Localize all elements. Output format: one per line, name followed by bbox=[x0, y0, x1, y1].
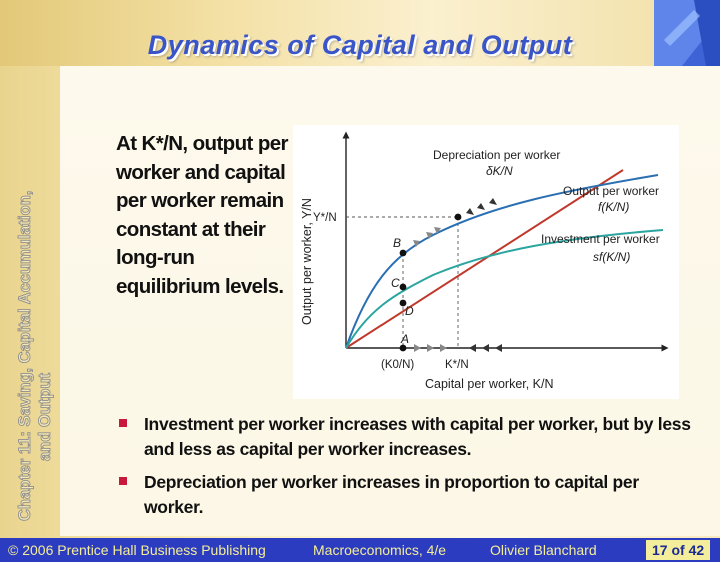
slide-title: Dynamics of Capital and Output bbox=[147, 30, 573, 60]
footer-author: Olivier Blanchard bbox=[490, 542, 597, 558]
investment-formula: sf(K/N) bbox=[593, 250, 631, 264]
bullet-item bbox=[116, 470, 696, 520]
x-axis-title: Capital per worker, K/N bbox=[425, 377, 554, 391]
bullet-text: Depreciation per worker increases in proportion to capital per worker. bbox=[144, 472, 639, 517]
output-formula: f(K/N) bbox=[598, 200, 630, 214]
x-axis-arrows-left bbox=[414, 344, 447, 352]
side-label-line2: and Output bbox=[36, 373, 54, 461]
y-axis-title: Output per worker, Y/N bbox=[300, 198, 314, 325]
x-axis-arrows-right bbox=[469, 344, 502, 352]
k0-label: (K0/N) bbox=[381, 359, 415, 371]
label-b: B bbox=[393, 236, 402, 250]
bullet-marker bbox=[119, 477, 127, 485]
footer-book: Macroeconomics, 4/e bbox=[313, 542, 447, 558]
output-curve-arrows-right bbox=[466, 198, 497, 215]
output-name: Output per worker bbox=[563, 184, 660, 198]
footer-bar bbox=[0, 538, 720, 562]
page-number: 17 of 42 bbox=[646, 540, 710, 560]
label-c: C bbox=[391, 276, 400, 290]
lead-text: At K*/N, output per worker and capital per worker remain constant at their long-run equilibrium levels. bbox=[116, 132, 288, 298]
chapter-side-label bbox=[0, 66, 58, 536]
steady-state-figure bbox=[293, 125, 679, 399]
kstar-label: K*/N bbox=[445, 359, 469, 371]
point-b bbox=[400, 250, 407, 257]
ystar-label: Y*/N bbox=[313, 212, 337, 224]
steady-state-point bbox=[455, 214, 462, 221]
bullet-marker bbox=[119, 419, 127, 427]
side-label-line1: Chapter 11: Saving, Capital Accumulation, bbox=[16, 190, 34, 521]
investment-name: Investment per worker bbox=[541, 232, 660, 246]
point-c bbox=[400, 284, 407, 291]
bullet-text: Investment per worker increases with capital per worker, but by less and less as capital per worker increases. bbox=[144, 414, 691, 459]
bullet-list bbox=[116, 412, 696, 528]
label-a: A bbox=[401, 332, 410, 346]
footer-copyright: © 2006 Prentice Hall Business Publishing bbox=[8, 542, 266, 558]
depreciation-name: Depreciation per worker bbox=[433, 148, 561, 162]
depreciation-formula: δK/N bbox=[486, 164, 513, 178]
output-curve-arrows bbox=[413, 227, 441, 247]
label-d: D bbox=[405, 304, 414, 318]
bullet-item bbox=[116, 412, 696, 462]
